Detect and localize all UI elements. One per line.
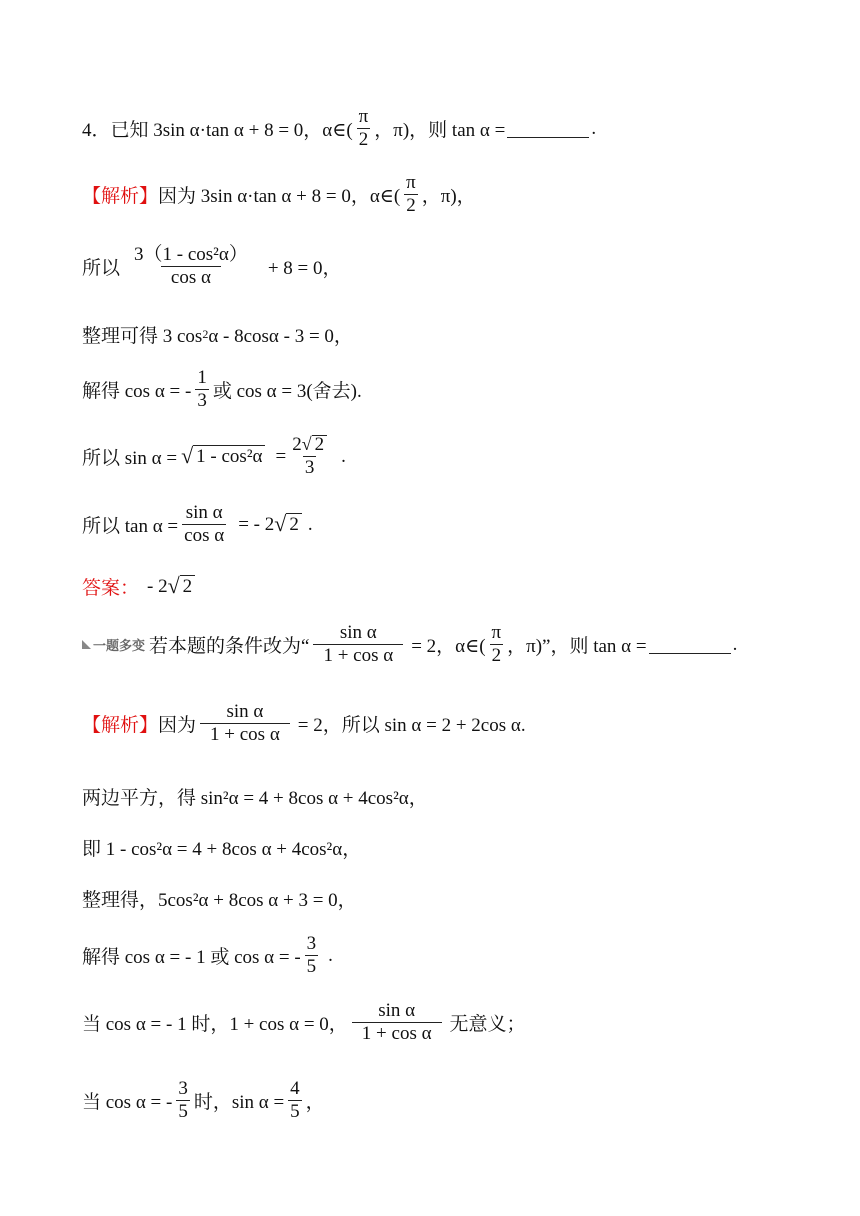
fraction: $\frac{3}{5}$ — [306, 933, 317, 977]
variant-solution-line-2: 两边平方，得 sin²α = 4 + 8cos α + 4cos²α， — [82, 788, 428, 809]
jiexi-label: 【解析】 — [82, 186, 159, 207]
fraction: $\frac{4}{5}$ — [290, 1078, 300, 1122]
variant-tag: 一题多变 — [82, 635, 145, 654]
solution-line-3: 整理可得 3 cos 2 α - 8cosα - 3 = 0， — [82, 326, 353, 347]
triangle-icon — [82, 640, 91, 649]
variant-solution-line-6: 当 cos α = - 1 时，1 + cos α = 0， $\frac{\text{sin α}}{\text{1 + cos α}}$ 无意义； — [82, 1000, 526, 1044]
fraction: $\frac{\text{sin α}}{\text{1 + cos α}}$ — [200, 701, 290, 746]
solution-line-5: 所以 sin α = √ 1 - cos²α = 2 √ 2 3 . — [82, 434, 346, 478]
answer-label: 答案： — [82, 578, 140, 599]
fraction: 2 √ 2 3 — [290, 434, 329, 479]
solution-line-2: 所以 $\frac{\text{3（1 - cos²α）}}{\text{cos α}}$ + 8 = 0， — [82, 244, 342, 288]
sqrt-expression: √ 1 - cos²α — [181, 445, 265, 468]
fraction: $\frac{3}{5}$ — [178, 1078, 188, 1122]
problem-4: 4．已知 3sin α·tan α + 8 = 0，α∈( $\frac{\pi}{2}$ ，π)，则 tan α = . — [82, 106, 597, 150]
fraction: $\frac{\text{sin α}}{\text{1 + cos α}}$ — [313, 622, 403, 667]
fraction: $\frac{\text{sin α}}{\text{cos α}}$ — [184, 502, 225, 546]
solution-line-1: 【解析】 因为 3sin α·tan α + 8 = 0，α∈( $\frac{\pi}{2}$ ，π)， — [82, 172, 476, 216]
fraction: $\frac{\text{3（1 - cos²α）}}{\text{cos α}}$ — [134, 244, 248, 288]
q4-text: 4．已知 3sin α·tan α + 8 = 0，α∈( — [82, 120, 353, 141]
variant-solution-line-5: 解得 cos α = - 1 或 cos α = - $\frac{3}{5}$ . — [82, 933, 333, 977]
pi-over-2: $\frac{\pi}{2}$ — [491, 622, 502, 666]
pi-over-2: $\frac{\pi}{2}$ — [406, 172, 416, 216]
fraction: $\frac{1}{3}$ — [197, 367, 207, 411]
variant-question: 一题多变 若本题的条件改为“ $\frac{\text{sin α}}{\text{1 + cos α}}$ = 2，α∈( $\frac{\pi}{2}$ ，π)”，则 tan α = . — [82, 622, 737, 667]
solution-line-6: 所以 tan α = $\frac{\text{sin α}}{\text{cos α}}$ = - 2 √ 2 . — [82, 502, 313, 546]
fraction: $\frac{\text{sin α}}{\text{1 + cos α}}$ — [352, 1000, 442, 1045]
variant-solution-line-1: 【解析】 因为 $\frac{\text{sin α}}{\text{1 + cos α}}$ = 2，所以 sin α = 2 + 2cos α. — [82, 701, 526, 745]
answer-line: 答案： - 2 √ 2 — [82, 573, 195, 600]
pi-over-2: $\frac{\pi}{2}$ — [358, 106, 369, 150]
answer-blank — [649, 635, 731, 654]
answer-blank — [507, 119, 589, 138]
variant-solution-line-3: 即 1 - cos²α = 4 + 8cos α + 4cos²α， — [82, 839, 362, 860]
solution-line-4: 解得 cos α = - $\frac{1}{3}$ 或 cos α = 3(舍去). — [82, 367, 362, 411]
variant-solution-line-4: 整理得，5cos²α + 8cos α + 3 = 0， — [82, 890, 357, 911]
jiexi-label: 【解析】 — [82, 715, 159, 736]
variant-solution-line-7: 当 cos α = - $\frac{3}{5}$ 时，sin α = $\frac{4}{5}$ ， — [82, 1078, 325, 1122]
